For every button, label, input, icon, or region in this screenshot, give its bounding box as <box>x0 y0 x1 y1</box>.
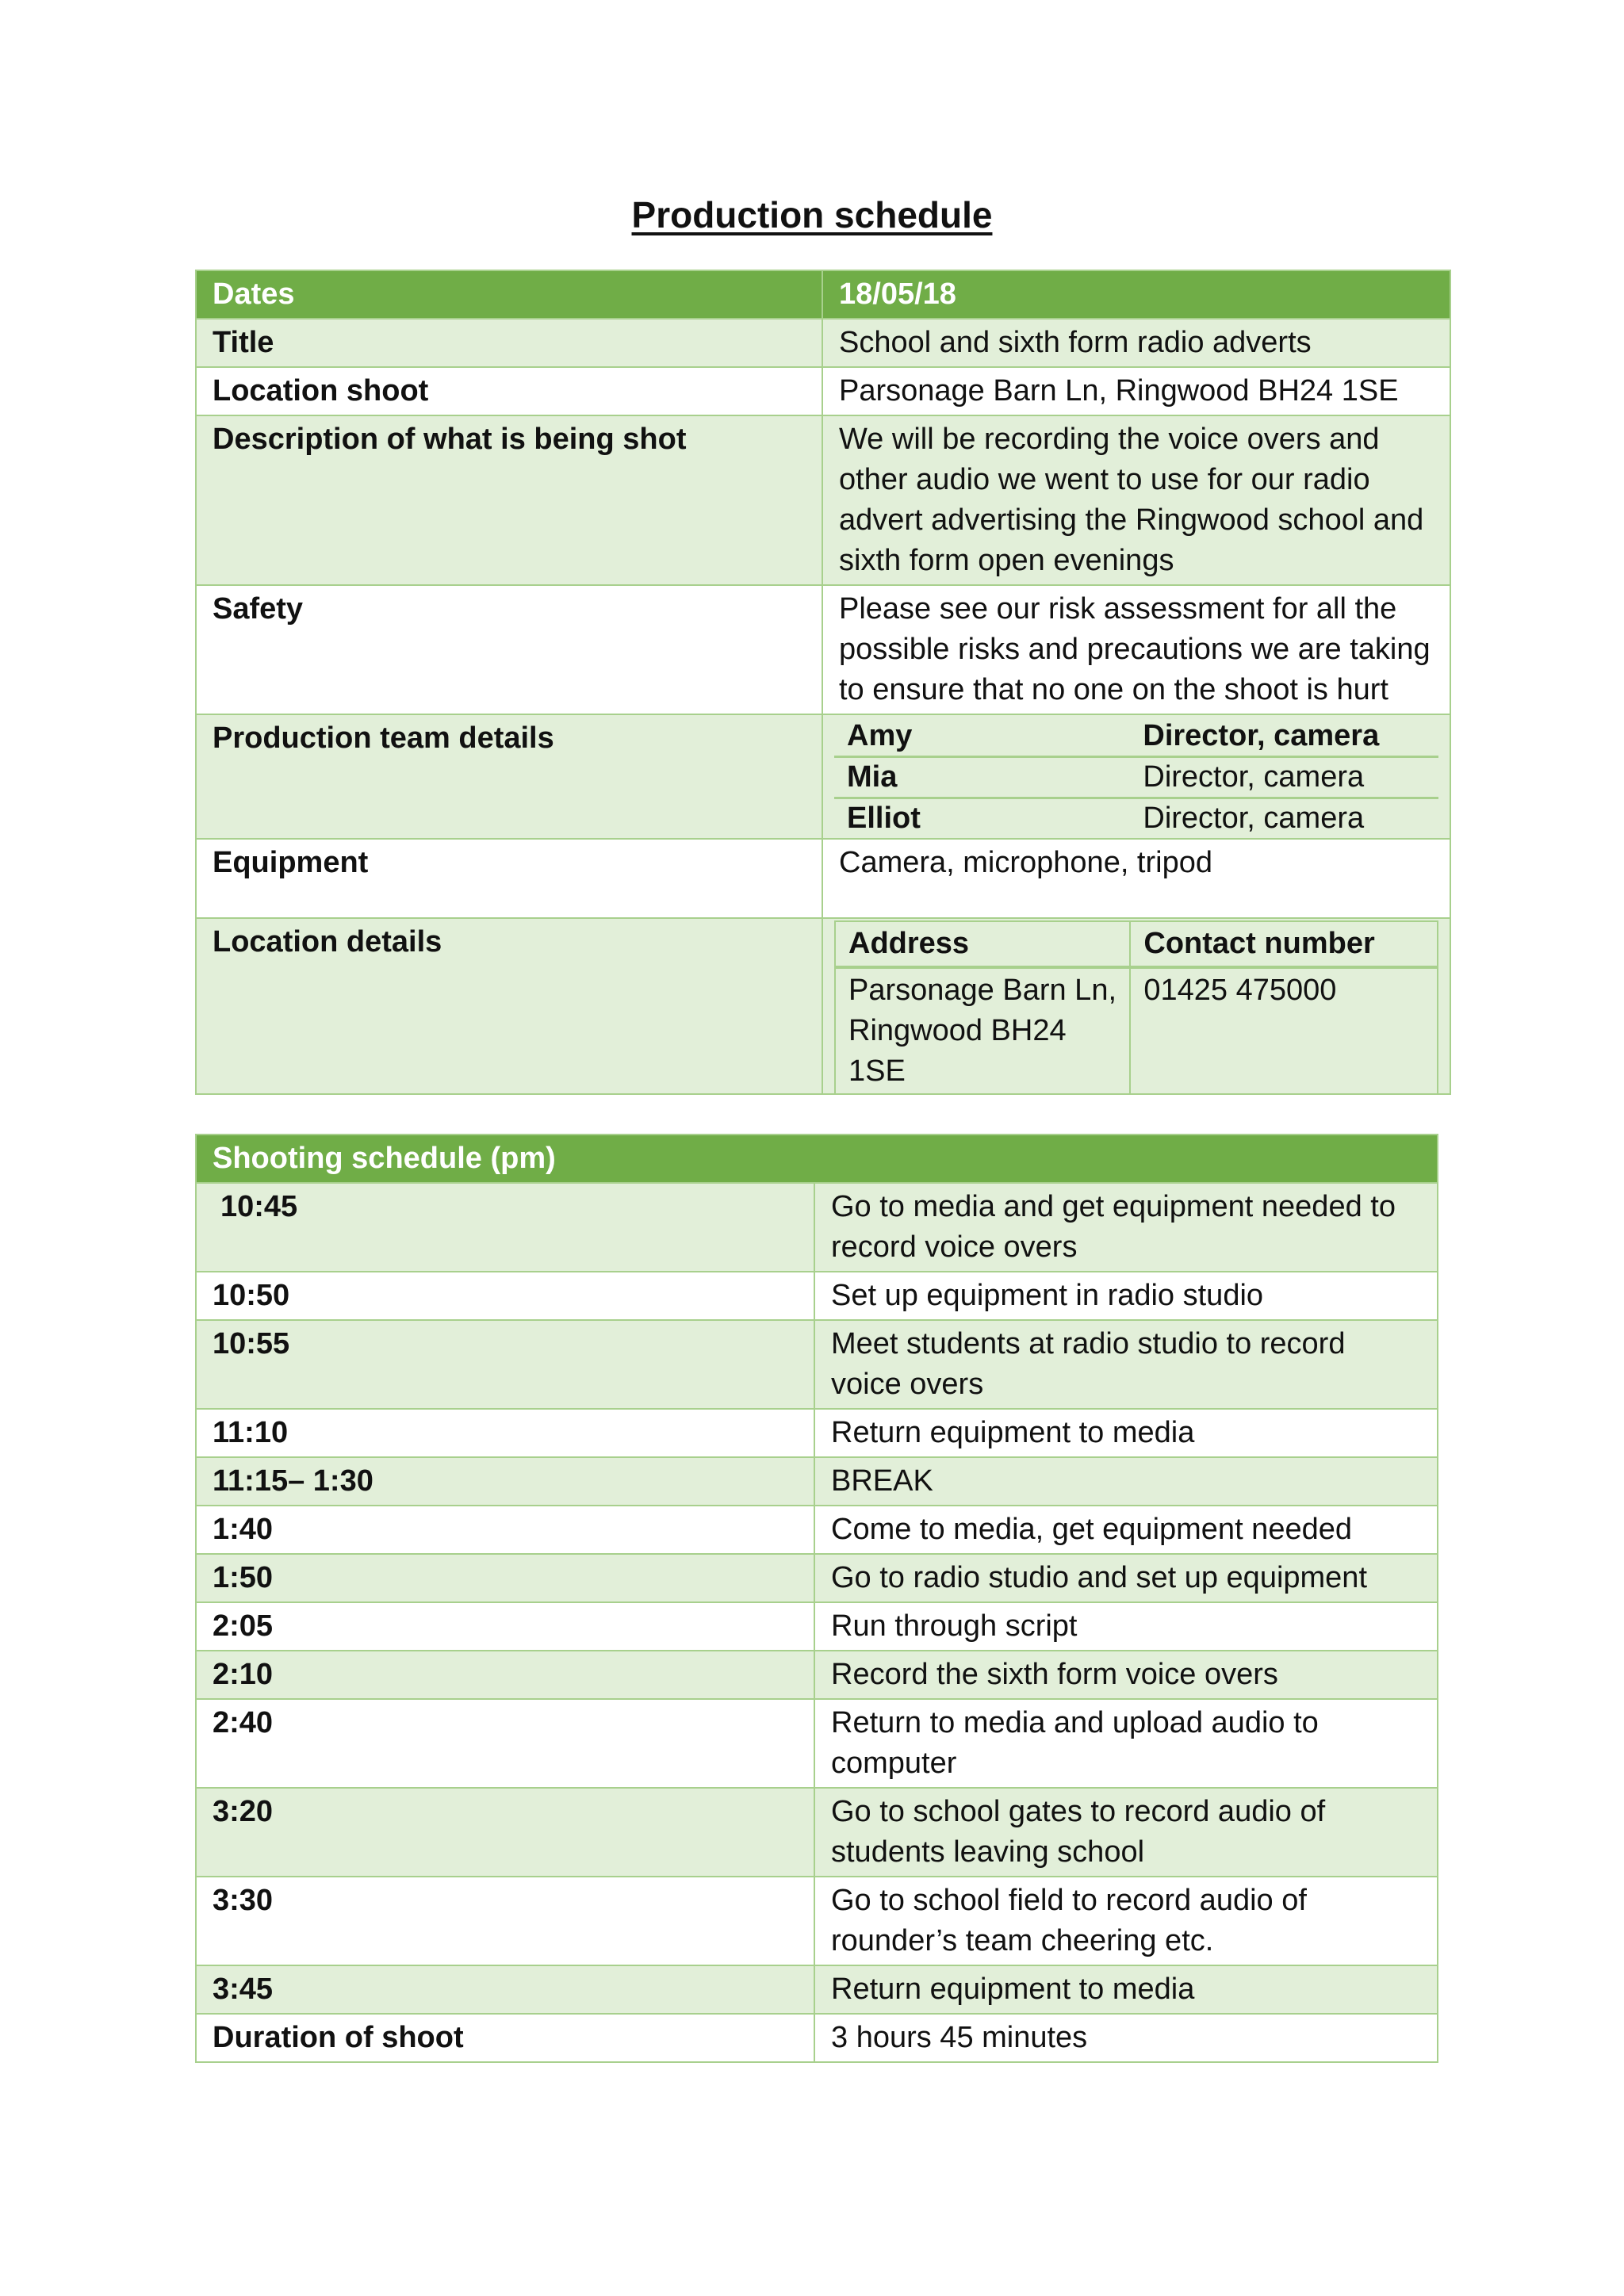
safety-row <box>196 585 1450 714</box>
schedule-activity: Meet students at radio studio to record voice overs <box>814 1320 1438 1409</box>
team-label: Production team details <box>196 714 822 839</box>
schedule-row <box>196 1877 1438 1965</box>
schedule-activity: Go to media and get equipment needed to record voice overs <box>814 1183 1438 1272</box>
team-member-name: Elliot <box>847 802 921 835</box>
schedule-activity: Return to media and upload audio to computer <box>814 1699 1438 1788</box>
team-member-role: Director, camera <box>1143 802 1365 835</box>
location-shoot-label: Location shoot <box>196 367 822 415</box>
address-value: Parsonage Barn Ln, Ringwood BH24 1SE <box>835 967 1130 1093</box>
shooting-schedule-table <box>195 1134 1438 2063</box>
schedule-activity: Return equipment to media <box>814 1409 1438 1457</box>
contact-value: 01425 475000 <box>1130 967 1438 1093</box>
location-shoot-value: Parsonage Barn Ln, Ringwood BH24 1SE <box>822 367 1450 415</box>
dates-value: 18/05/18 <box>822 270 1450 319</box>
description-value: We will be recording the voice overs and other audio we went to use for our radio advert advertising the Ringwood school and sixth form open evenings <box>822 415 1450 585</box>
team-member-row <box>834 798 1438 839</box>
schedule-time: 3:45 <box>196 1965 814 2014</box>
team-row <box>196 714 1450 839</box>
description-label: Description of what is being shot <box>196 415 822 585</box>
schedule-row <box>196 1457 1438 1506</box>
schedule-activity: BREAK <box>814 1457 1438 1506</box>
schedule-activity: Set up equipment in radio studio <box>814 1272 1438 1320</box>
safety-value: Please see our risk assessment for all the possible risks and precautions we are taking to ensure that no one on the shoot is hurt <box>822 585 1450 714</box>
schedule-row <box>196 1651 1438 1699</box>
location-details-row <box>196 918 1450 1094</box>
address-header: Address <box>835 921 1130 967</box>
schedule-time: 10:55 <box>196 1320 814 1409</box>
dates-row <box>196 270 1450 319</box>
team-member-role: Director, camera <box>1130 757 1438 798</box>
schedule-row <box>196 1965 1438 2014</box>
schedule-time: 2:40 <box>196 1699 814 1788</box>
schedule-row <box>196 1554 1438 1602</box>
schedule-time: 2:05 <box>196 1602 814 1651</box>
location-details-label: Location details <box>196 918 822 1094</box>
duration-value: 3 hours 45 minutes <box>814 2014 1438 2062</box>
schedule-activity: Go to school gates to record audio of students leaving school <box>814 1788 1438 1877</box>
schedule-row <box>196 1506 1438 1554</box>
shooting-header-row <box>196 1135 1438 1183</box>
schedule-row <box>196 1183 1438 1272</box>
schedule-activity: Come to media, get equipment needed <box>814 1506 1438 1554</box>
schedule-time: 1:50 <box>196 1554 814 1602</box>
safety-label: Safety <box>196 585 822 714</box>
schedule-time: 11:10 <box>196 1409 814 1457</box>
location-header-row <box>835 921 1438 967</box>
shooting-rows <box>196 1183 1438 2014</box>
schedule-time: 10:50 <box>196 1272 814 1320</box>
team-table <box>834 717 1438 838</box>
schedule-time: 3:20 <box>196 1788 814 1877</box>
shooting-header: Shooting schedule (pm) <box>196 1135 1438 1183</box>
equipment-value: Camera, microphone, tripod <box>822 839 1450 918</box>
schedule-time: 1:40 <box>196 1506 814 1554</box>
duration-label: Duration of shoot <box>196 2014 814 2062</box>
location-details-cell <box>822 918 1450 1094</box>
schedule-time: 3:30 <box>196 1877 814 1965</box>
dates-label: Dates <box>196 270 822 319</box>
title-value: School and sixth form radio adverts <box>822 319 1450 367</box>
page-title: Production schedule <box>631 194 993 235</box>
equipment-row <box>196 839 1450 918</box>
location-shoot-row <box>196 367 1450 415</box>
location-value-row <box>835 967 1438 1093</box>
schedule-activity: Go to school field to record audio of rounder’s team cheering etc. <box>814 1877 1438 1965</box>
schedule-activity: Go to radio studio and set up equipment <box>814 1554 1438 1602</box>
schedule-activity: Return equipment to media <box>814 1965 1438 2014</box>
location-details-table <box>834 920 1438 1093</box>
team-member-name: Mia <box>834 757 1130 798</box>
schedule-row <box>196 1788 1438 1877</box>
schedule-row <box>196 1602 1438 1651</box>
contact-header: Contact number <box>1130 921 1438 967</box>
schedule-time: 2:10 <box>196 1651 814 1699</box>
team-member-row <box>834 717 1438 757</box>
schedule-activity: Record the sixth form voice overs <box>814 1651 1438 1699</box>
title-row <box>196 319 1450 367</box>
schedule-row <box>196 1272 1438 1320</box>
team-cell <box>822 714 1450 839</box>
title-label: Title <box>196 319 822 367</box>
equipment-label: Equipment <box>196 839 822 918</box>
schedule-row <box>196 1699 1438 1788</box>
team-member-role: Director, camera <box>1130 717 1438 757</box>
team-member-name: Amy <box>834 717 1130 757</box>
schedule-activity: Run through script <box>814 1602 1438 1651</box>
production-details-table <box>195 270 1451 1095</box>
schedule-row <box>196 1320 1438 1409</box>
schedule-row <box>196 1409 1438 1457</box>
duration-row <box>196 2014 1438 2062</box>
team-member-row <box>834 757 1438 798</box>
schedule-time: 11:15– 1:30 <box>196 1457 814 1506</box>
schedule-time: 10:45 <box>196 1183 814 1272</box>
description-row <box>196 415 1450 585</box>
